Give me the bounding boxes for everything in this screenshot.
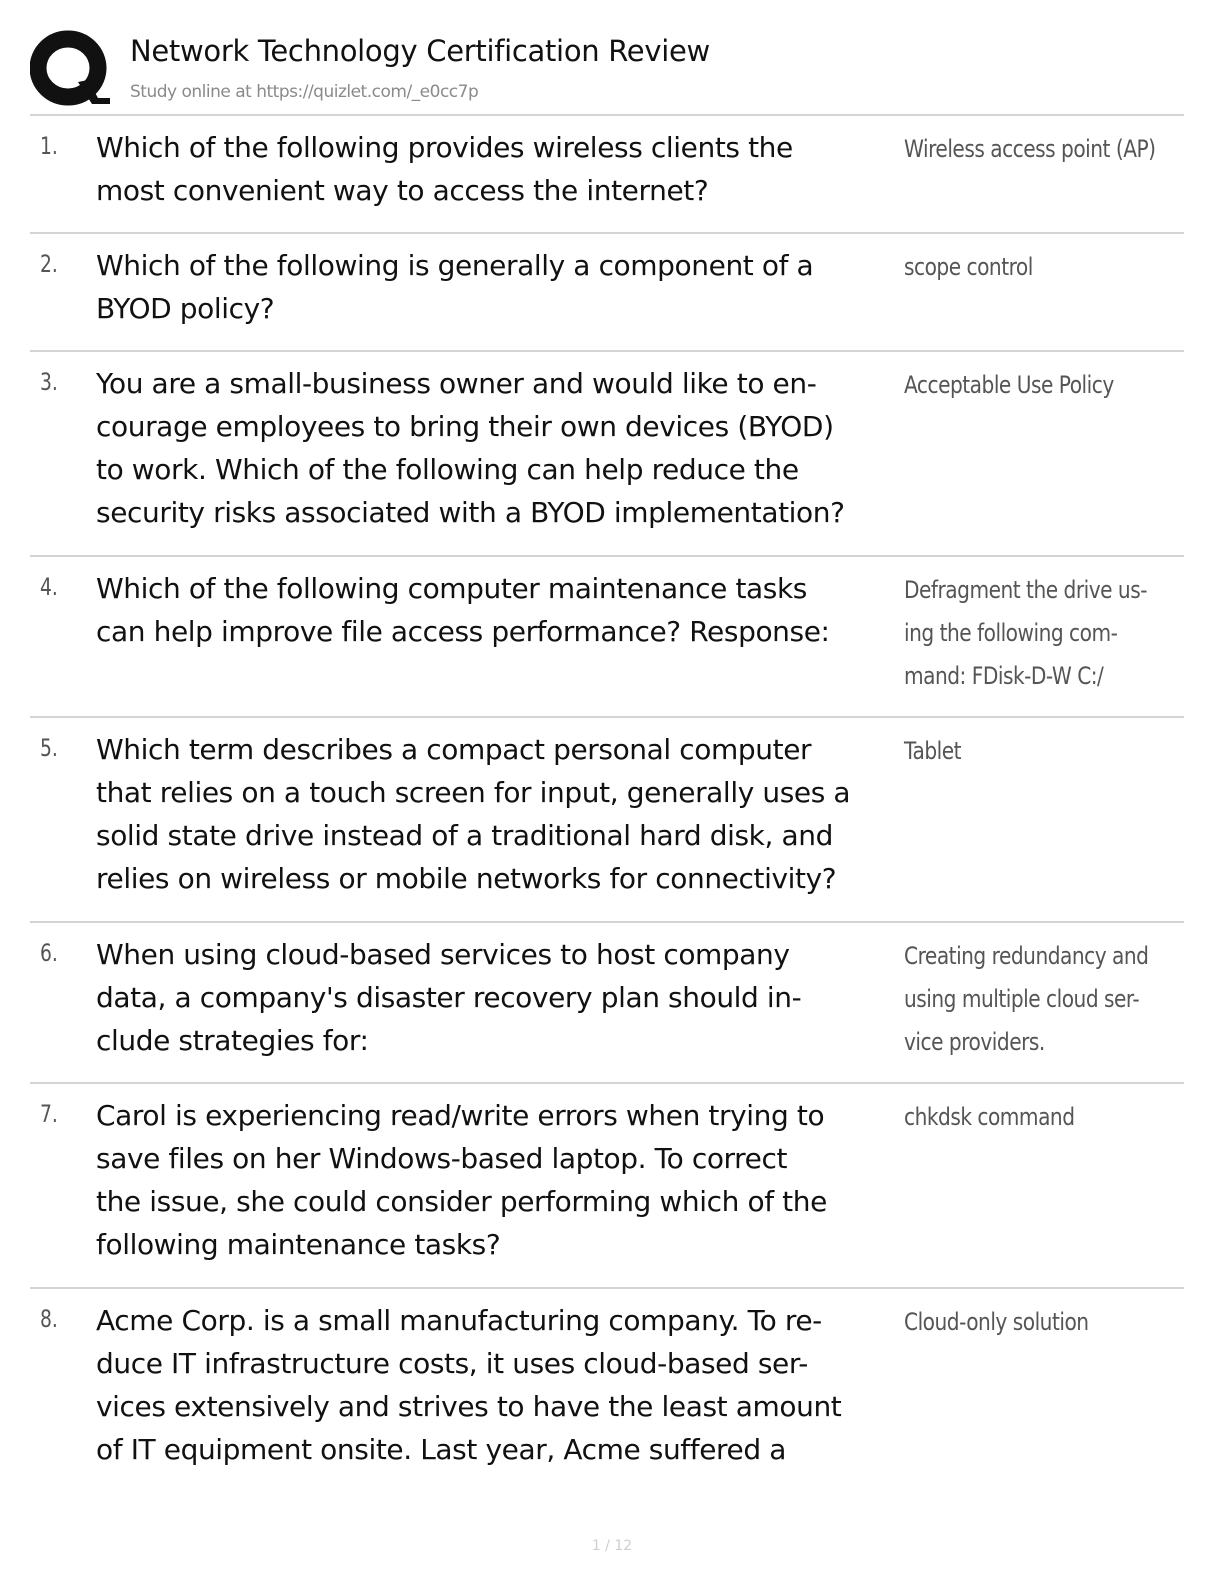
card-answer-text: Acceptable Use Policy xyxy=(904,371,1114,399)
flashcard xyxy=(30,557,1184,718)
card-question: You are a small-business owner and would like to en- courage employees to bring their own devices (BYOD) to work. Which of the following can help reduce the security risks associated with a BYOD implementation? xyxy=(96,367,845,529)
card-answer xyxy=(904,128,1156,171)
card-number: 3. xyxy=(40,368,58,396)
card-question: When using cloud-based services to host company data, a company's disaster recovery plan should in- clude strategies for: xyxy=(96,938,802,1057)
card-answer-text: Defragment the drive us- ing the following com- mand: FDisk-D-W C:/ xyxy=(904,576,1147,690)
card-question: Which term describes a compact personal computer that relies on a touch screen for input, generally uses a solid state drive instead of a traditional hard disk, and relies on wireless or mobile networks for connectivity? xyxy=(96,733,851,895)
card-number: 8. xyxy=(40,1305,58,1333)
card-answer xyxy=(904,730,1138,773)
page-title: Network Technology Certification Review xyxy=(130,34,710,68)
study-online-link[interactable]: Study online at https://quizlet.com/_e0cc7p xyxy=(130,82,479,102)
card-answer-text: Cloud-only solution xyxy=(904,1308,1089,1336)
card-answer xyxy=(904,1301,1138,1344)
card-number: 6. xyxy=(40,939,58,967)
card-answer xyxy=(904,246,1138,289)
flashcard xyxy=(30,718,1184,923)
card-answer-text: Wireless access point (AP) xyxy=(904,135,1156,163)
page-number: 1 / 12 xyxy=(591,1538,633,1554)
card-answer xyxy=(904,935,1149,1064)
card-question: Which of the following is generally a component of a BYOD policy? xyxy=(96,249,814,325)
card-answer-text: chkdsk command xyxy=(904,1103,1075,1131)
card-answer-text: Creating redundancy and using multiple cloud ser- vice providers. xyxy=(904,942,1149,1056)
flashcard xyxy=(30,1084,1184,1289)
flashcard xyxy=(30,116,1184,234)
card-answer xyxy=(904,569,1147,698)
card-answer-text: scope control xyxy=(904,253,1033,281)
card-answer-text: Tablet xyxy=(904,737,962,765)
flashcard xyxy=(30,352,1184,557)
flashcard xyxy=(30,1289,1184,1489)
card-number: 2. xyxy=(40,250,58,278)
card-answer xyxy=(904,1096,1138,1139)
card-number: 7. xyxy=(40,1100,58,1128)
card-question: Which of the following computer maintenance tasks can help improve file access performance? Response: xyxy=(96,572,830,648)
card-number: 1. xyxy=(40,132,58,160)
card-question: Carol is experiencing read/write errors when trying to save files on her Windows-based laptop. To correct the issue, she could consider performing which of the following maintenance tasks? xyxy=(96,1099,827,1261)
card-question: Which of the following provides wireless clients the most convenient way to access the internet? xyxy=(96,131,793,207)
document-header xyxy=(30,28,1184,114)
card-number: 5. xyxy=(40,734,58,762)
flashcard xyxy=(30,234,1184,352)
card-question: Acme Corp. is a small manufacturing company. To re- duce IT infrastructure costs, it uses cloud-based ser- vices extensively and strives to have the least amount of IT equipment onsite. Last year, Acme suffered a xyxy=(96,1304,842,1466)
card-number: 4. xyxy=(40,573,58,601)
card-answer xyxy=(904,364,1138,407)
flashcard-list xyxy=(30,116,1184,1489)
flashcard xyxy=(30,923,1184,1084)
quizlet-logo-icon xyxy=(30,30,110,110)
